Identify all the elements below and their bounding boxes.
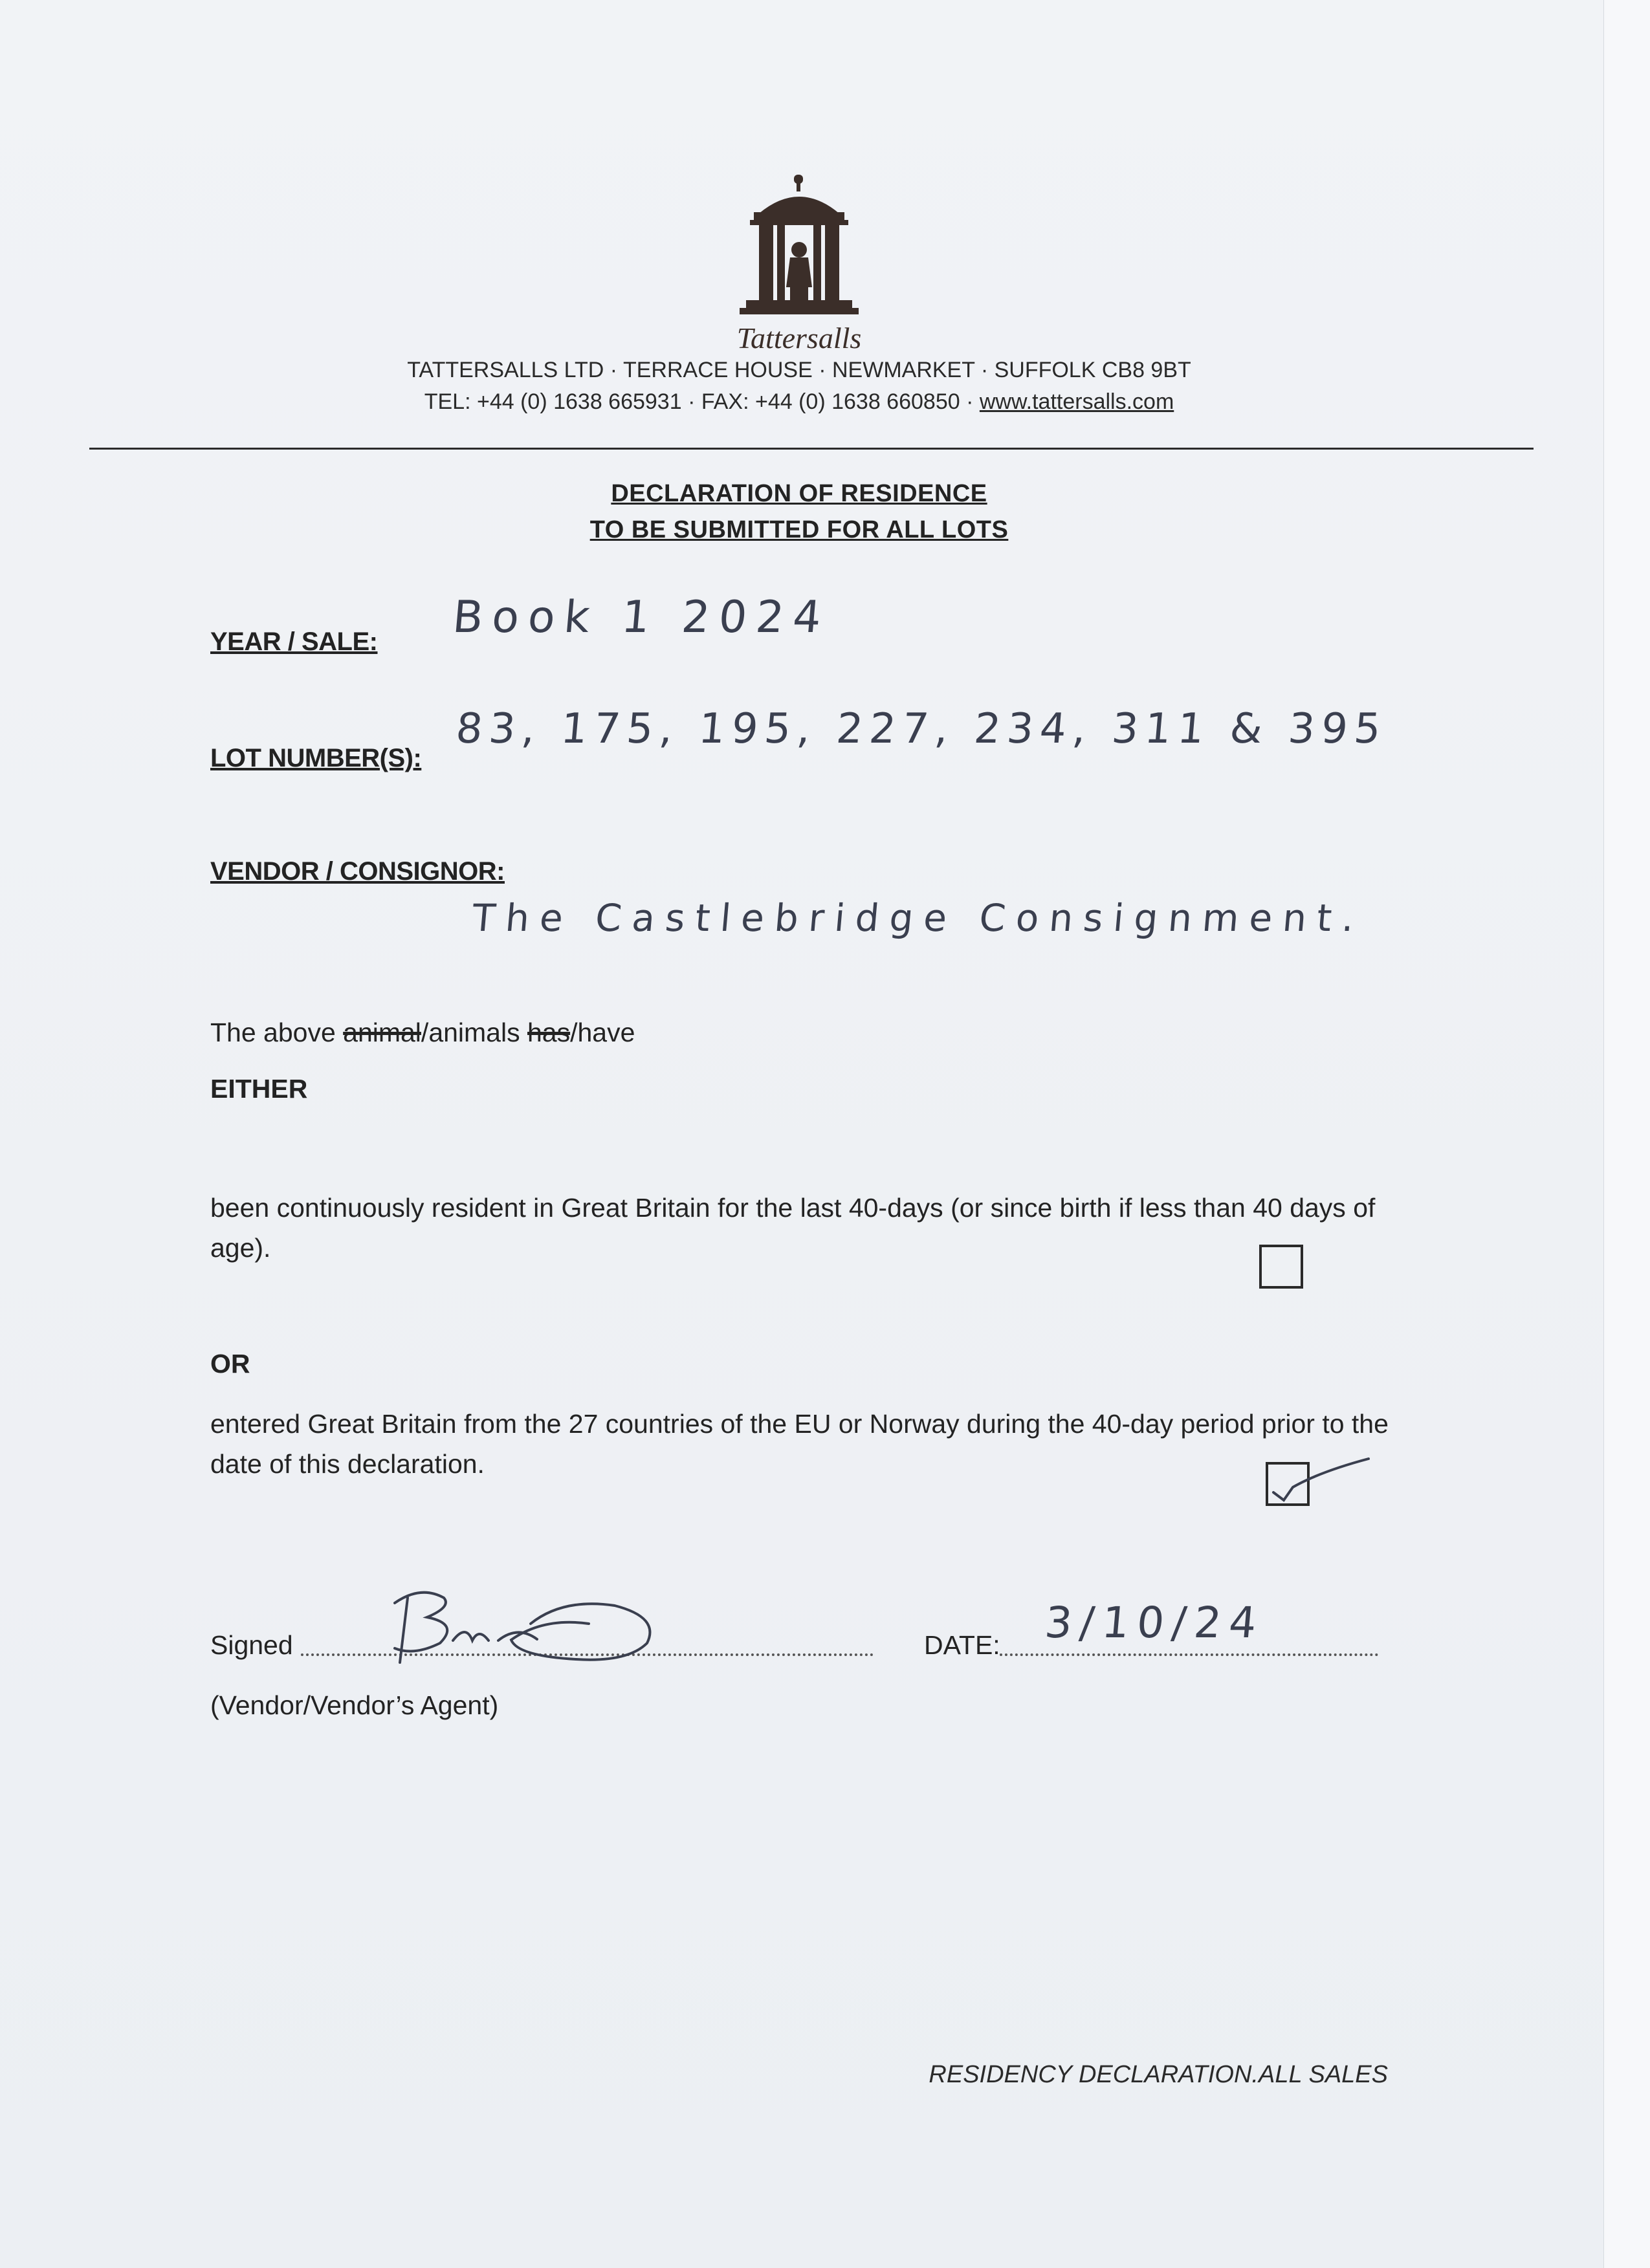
vendor-label: VENDOR / CONSIGNOR: [210,857,505,886]
struck-word-has: has [527,1018,571,1047]
checkmark-icon [1262,1446,1378,1517]
header-divider [89,448,1534,450]
date-line [1000,1653,1378,1656]
option1-checkbox[interactable] [1259,1245,1303,1289]
tattersalls-logo-icon [734,173,864,322]
vendor-value[interactable]: The Castlebridge Consignment. [470,896,1367,940]
date-label: DATE: [924,1630,1000,1660]
either-label: EITHER [210,1074,308,1104]
contact-line [307,389,1291,415]
year-sale-value[interactable]: Book 1 2024 [450,592,833,643]
option2-text: entered Great Britain from the 27 countries of the EU or Norway during the 40-day period prior to the date of this declaration. [210,1409,1389,1479]
lot-numbers-value[interactable]: 83, 175, 195, 227, 234, 311 & 395 [454,705,1389,753]
lot-numbers-label: LOT NUMBER(S): [210,744,422,772]
struck-word-animal: animal [343,1018,421,1047]
company-address: TATTERSALLS LTD · TERRACE HOUSE · NEWMARKET · SUFFOLK CB8 9BT [407,358,1191,382]
website-link[interactable]: www.tattersalls.com [979,389,1174,414]
statement-part1: The above [210,1018,344,1047]
date-value[interactable]: 3/10/24 [1042,1598,1266,1648]
brand-name: Tattersalls [736,322,862,354]
form-subtitle: TO BE SUBMITTED FOR ALL LOTS [589,516,1009,543]
or-label: OR [210,1349,250,1379]
signer-role: (Vendor/Vendor’s Agent) [210,1690,499,1720]
contact-numbers: TEL: +44 (0) 1638 665931 · FAX: +44 (0) 1638 660850 · [424,389,980,414]
statement-part3: /have [570,1018,635,1047]
year-sale-label: YEAR / SALE: [210,627,378,656]
statement-line [210,1012,635,1052]
signed-label: Signed [210,1630,293,1660]
option1-text: been continuously resident in Great Britain for the last 40-days (or since birth if less than 40 days of age). [210,1193,1376,1263]
form-title: DECLARATION OF RESIDENCE [611,480,987,507]
page-edge [1603,0,1650,2268]
vendor-signature [382,1578,666,1682]
statement-part2: /animals [421,1018,527,1047]
footer-caption: RESIDENCY DECLARATION.ALL SALES [929,2061,1388,2088]
